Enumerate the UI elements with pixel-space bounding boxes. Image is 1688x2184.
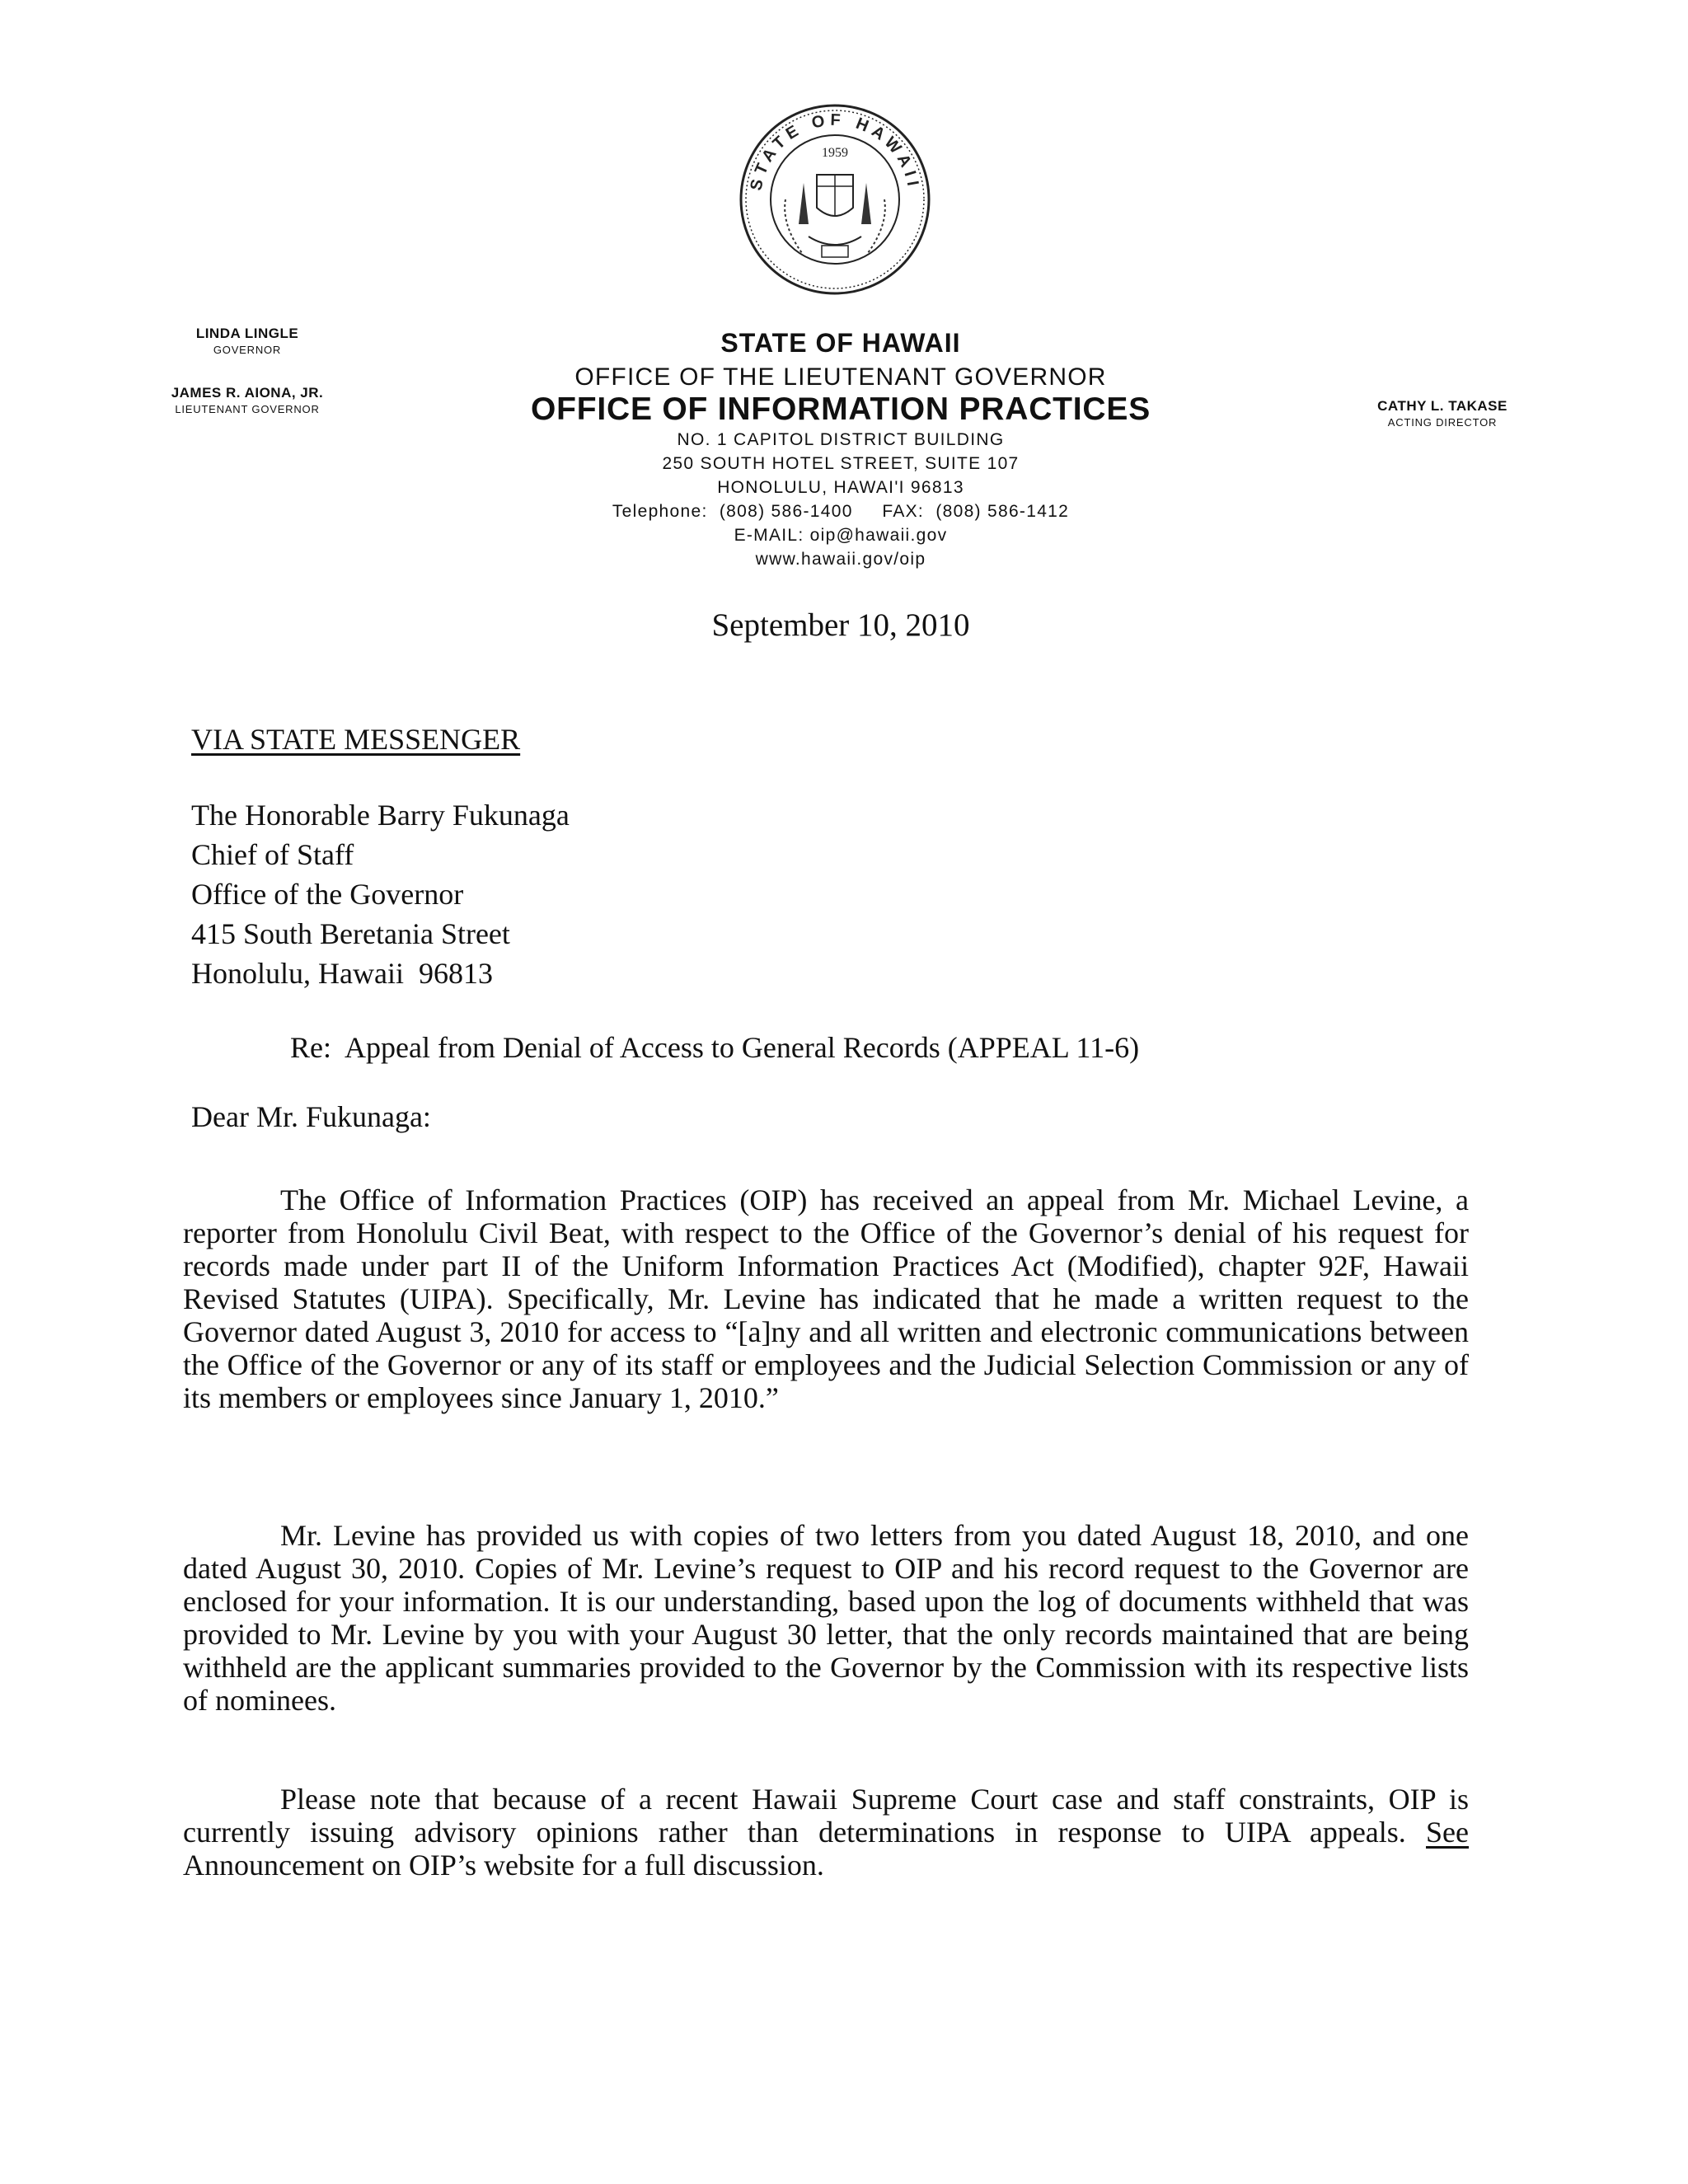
governor-name: LINDA LINGLE bbox=[195, 326, 299, 341]
director-block bbox=[1311, 398, 1574, 429]
letterhead-oip: OFFICE OF INFORMATION PRACTICES bbox=[530, 391, 1151, 427]
website-line: www.hawaii.gov/oip bbox=[755, 550, 926, 569]
letterhead bbox=[462, 328, 1220, 571]
phone-fax-line: Telephone: (808) 586-1400 FAX: (808) 586-1412 bbox=[612, 502, 1070, 521]
body-paragraph bbox=[183, 1783, 1469, 1882]
address-line: NO. 1 CAPITOL DISTRICT BUILDING bbox=[677, 430, 1005, 449]
salutation: Dear Mr. Fukunaga: bbox=[191, 1100, 431, 1133]
see-reference-text: Announcement on OIP’s website for a full discussion. bbox=[183, 1849, 824, 1882]
governor-title: GOVERNOR bbox=[213, 344, 282, 356]
addressee-line: Chief of Staff bbox=[191, 838, 354, 871]
body-paragraph: The Office of Information Practices (OIP) has received an appeal from Mr. Michael Levine, a reporter from Honolulu Civil Beat, with respect to the Office of the Governor’s denial of his request for records made under part II of the Uniform Information Practices Act (Modified), chapter 92F, Hawaii Revised Statutes (UIPA). Specifically, Mr. Levine has indicated that he made a written request to the Governor dated August 3, 2010 for access to “[a]ny and all written and electronic communications between the Office of the Governor or any of its staff or employees and the Judicial Selection Commission or any of its members or employees since January 1, 2010.” bbox=[183, 1183, 1469, 1414]
see-reference: See bbox=[1426, 1816, 1469, 1849]
delivery-method: VIA STATE MESSENGER bbox=[191, 723, 521, 756]
email-line: E-MAIL: oip@hawaii.gov bbox=[734, 526, 948, 545]
address-line: 250 SOUTH HOTEL STREET, SUITE 107 bbox=[662, 454, 1020, 473]
letter-date: September 10, 2010 bbox=[711, 607, 970, 643]
body-paragraph: Mr. Levine has provided us with copies of two letters from you dated August 18, 2010, and one dated August 30, 2010. Copies of Mr. Levine’s request to OIP and his record request to the Governor are enclosed for your information. It is our understanding, based upon the log of documents withheld that was provided to Mr. Levine by you with your August 30 letter, that the only records maintained that are being withheld are the applicant summaries provided to the Governor by the Commission with its respective lists of nominees. bbox=[183, 1519, 1469, 1717]
subject-line: Re: Appeal from Denial of Access to General Records (APPEAL 11-6) bbox=[290, 1031, 1140, 1064]
governor-block bbox=[124, 326, 371, 356]
addressee-line: Honolulu, Hawaii 96813 bbox=[191, 957, 493, 990]
lt-governor-block bbox=[124, 385, 371, 415]
addressee-line: 415 South Beretania Street bbox=[191, 917, 510, 950]
letterhead-state: STATE OF HAWAII bbox=[720, 328, 961, 358]
address-line: HONOLULU, HAWAI'I 96813 bbox=[717, 478, 964, 497]
body-paragraph-text: Please note that because of a recent Hawaii Supreme Court case and staff constraints, OIP is currently issuing advisory opinions rather than determinations in response to UIPA appeals. bbox=[183, 1783, 1469, 1849]
director-name: CATHY L. TAKASE bbox=[1377, 398, 1507, 414]
letterhead-lt-gov-office: OFFICE OF THE LIEUTENANT GOVERNOR bbox=[574, 363, 1107, 391]
addressee-line: Office of the Governor bbox=[191, 878, 464, 911]
state-seal-icon bbox=[736, 101, 934, 298]
addressee-line: The Honorable Barry Fukunaga bbox=[191, 799, 570, 832]
addressee-block bbox=[191, 795, 570, 993]
director-title: ACTING DIRECTOR bbox=[1387, 416, 1498, 429]
seal-year: 1959 bbox=[822, 146, 848, 160]
seal-ring-text: STATE OF HAWAII bbox=[747, 110, 923, 193]
lt-governor-name: JAMES R. AIONA, JR. bbox=[171, 385, 324, 401]
lt-governor-title: LIEUTENANT GOVERNOR bbox=[175, 403, 320, 415]
